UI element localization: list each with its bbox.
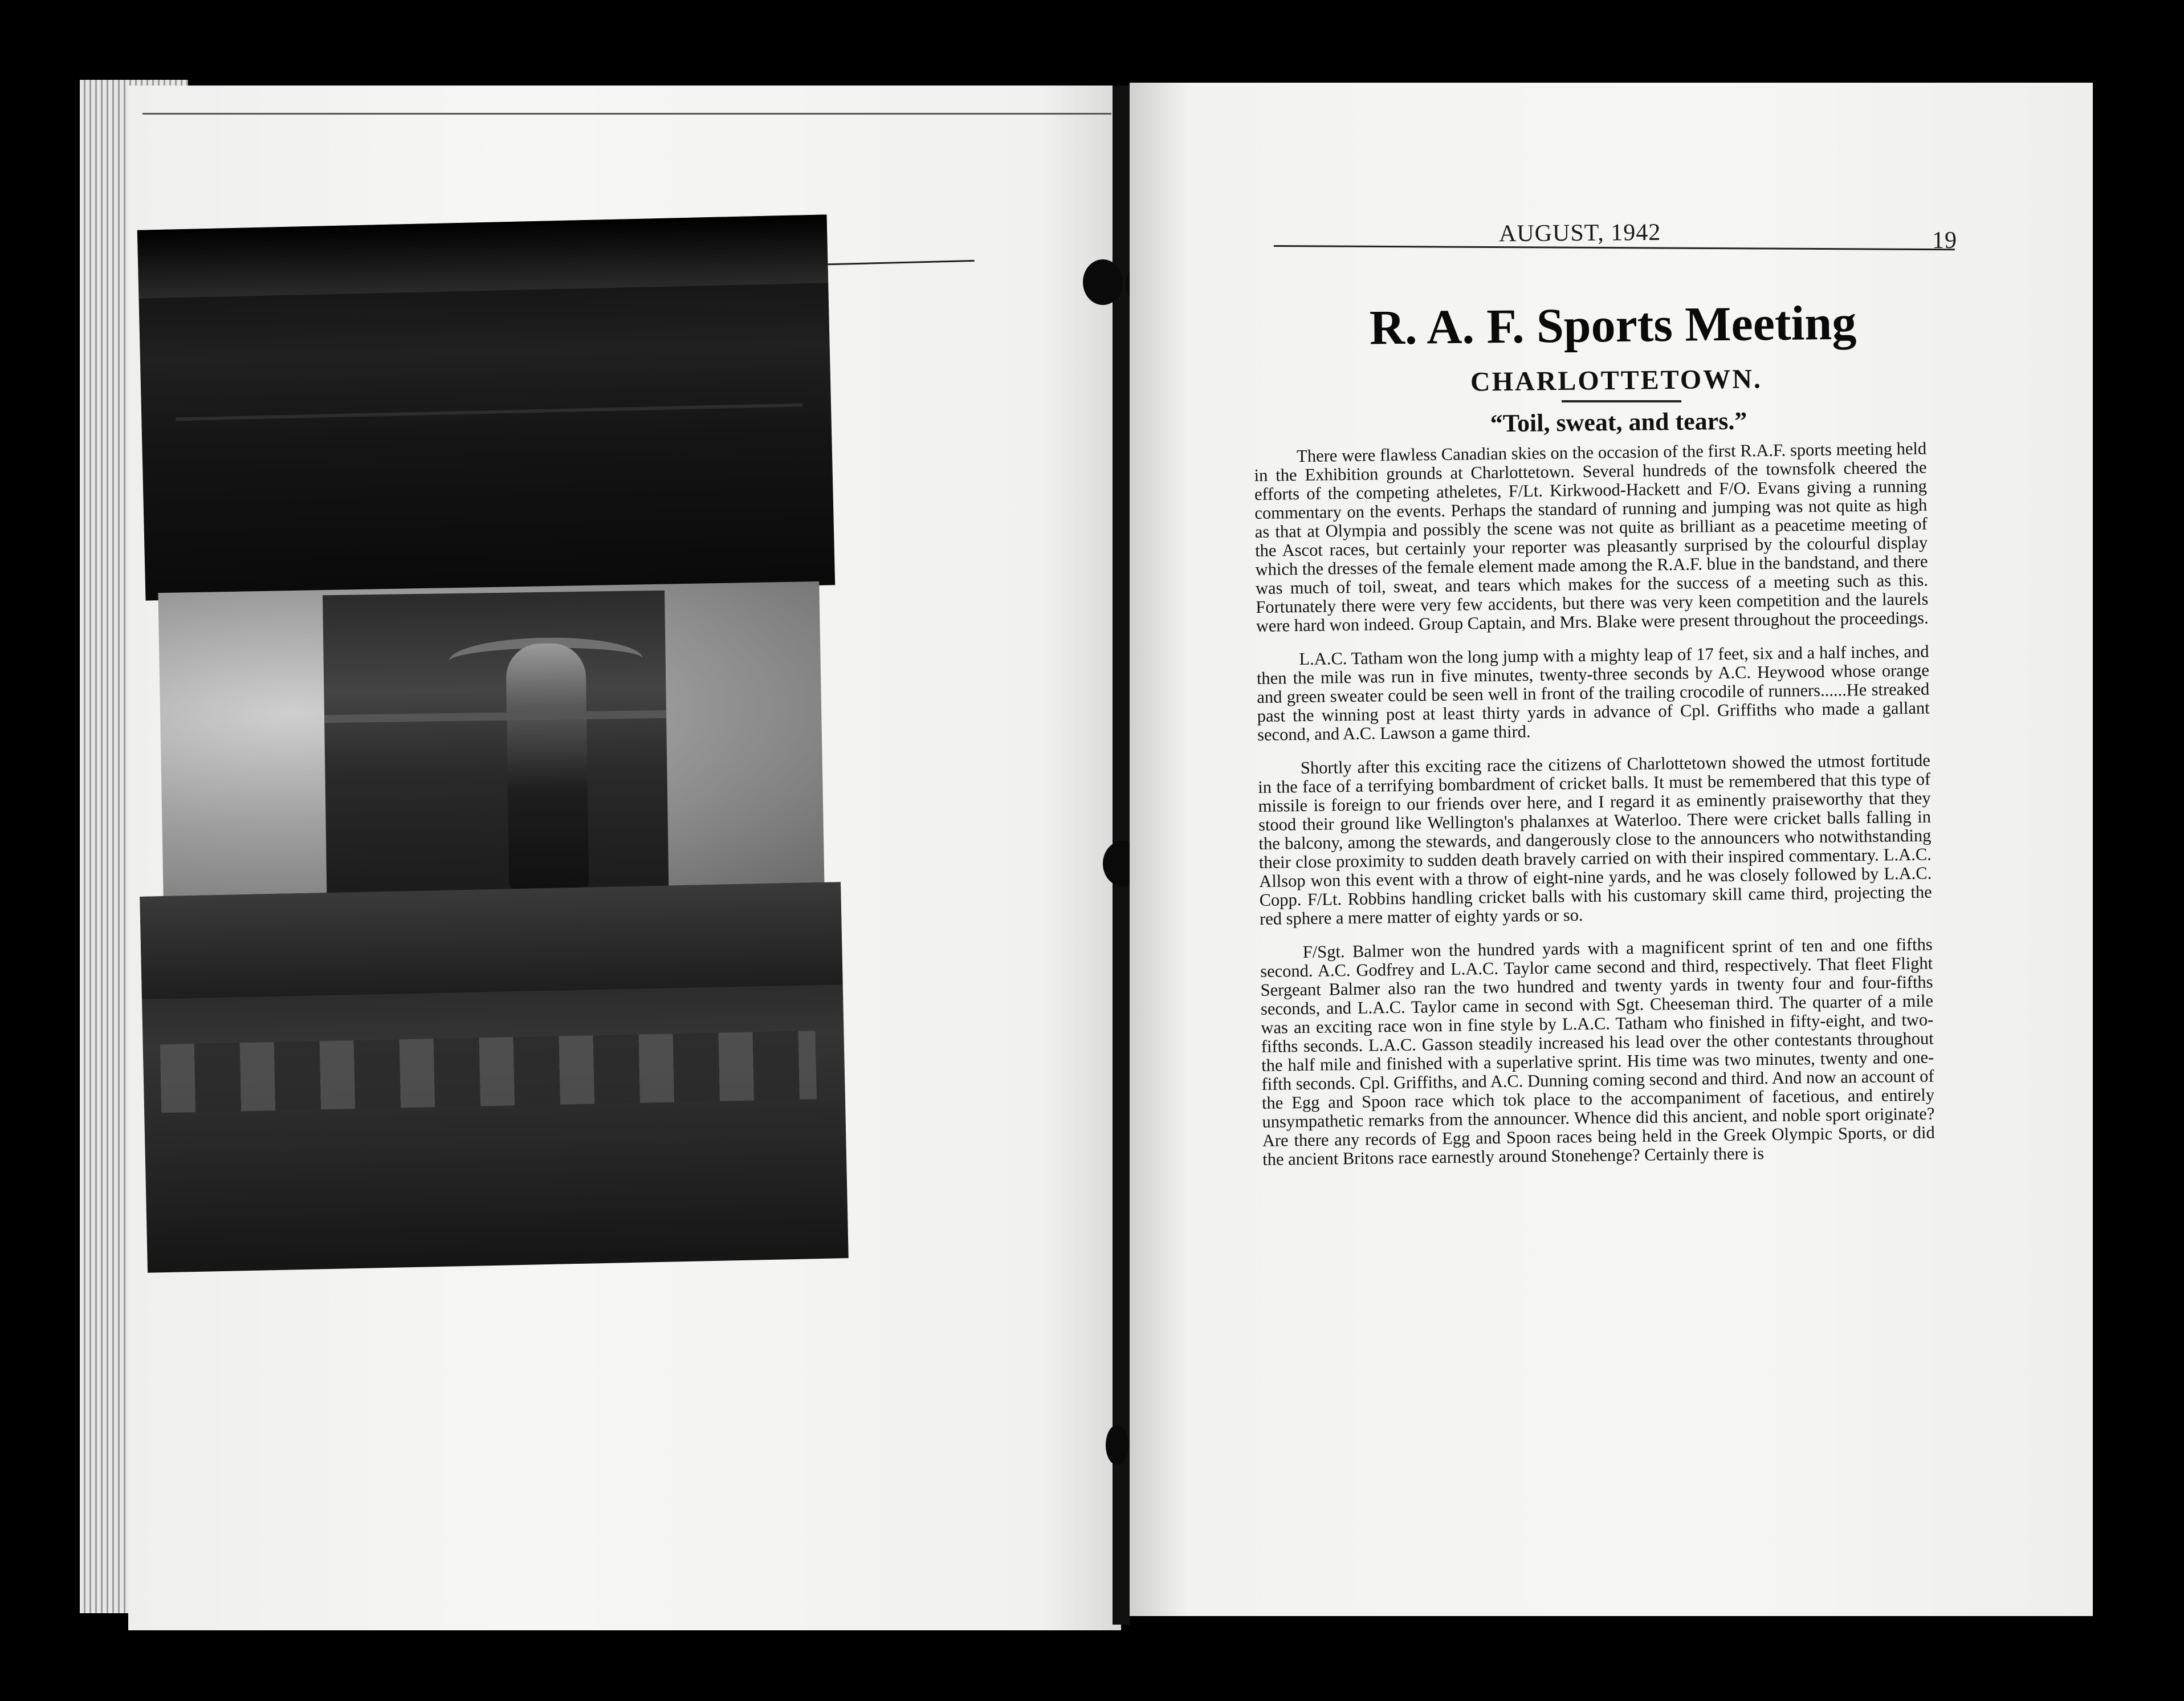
right-page-number: 19 <box>1932 227 1957 254</box>
runner-figure <box>506 643 589 889</box>
subtitle-rule <box>1562 400 1681 402</box>
left-top-rule <box>142 113 1111 115</box>
article-subtitle: CHARLOTTETOWN. <box>1470 364 1763 397</box>
article-title: R. A. F. Sports Meeting <box>1369 295 1857 355</box>
right-running-head: AUGUST, 1942 <box>1498 219 1661 247</box>
photo-runner-finish-line <box>323 591 669 920</box>
photo-race-start <box>140 882 849 1273</box>
article-body <box>1254 440 1936 1184</box>
article-paragraph-3: Shortly after this exciting race the citizens of Charlottetown showed the utmost fortitude in the face of a terrifying bombardment of cricket balls. It must be remembered that this type of missile is foreign to our friends over here, and I regard it as eminently praiseworthy that they stood their ground like Wellington's phalanxes at Waterloo. There were cricket balls falling in the balcony, among the stewards, and dangerously close to the announcers who notwithstanding their close proximity to sudden death bravely carried on with their inspired commentary. L.A.C. Allsop won this event with a throw of eight-nine yards, and he was closely followed by L.A.C. Copp. F/Lt. Robbins handling cricket balls with his customary skill came third, projecting the red sphere a mere matter of eighty yards or so. <box>1258 750 1932 929</box>
binding-hole-bottom <box>1106 1425 1128 1465</box>
article-paragraph-4: F/Sgt. Balmer won the hundred yards with a magnificent sprint of ten and one fifths second. A.C. Godfrey and L.A.C. Taylor came second and third, respectively. That fleet Flight Sergeant Balmer also ran the two hundred and twenty yards in twenty four and four-fifths seconds, and L.A.C. Taylor came in second with Sgt. Cheeseman third. The quarter of a mile was an exciting race won in fine style by L.A.C. Tatham who finished in fifty-eight, and two-fifths seconds. L.A.C. Gasson steadily increased his lead over the other contestants throughout the half mile and finished with a superlative sprint. His time was two minutes, twenty and one-fifth seconds. Cpl. Griffiths, and A.C. Dunning coming second and third. And now an account of the Egg and Spoon race which tok place to the accompaniment of facetious, and entirely unsympathetic remarks from the announcer. Whence did this ancient, and noble sport originate? Are there any records of Egg and Spoon races being held in the Greek Olympic Sports, or did the ancient Britons race earnestly around Stonehenge? Certainly there is <box>1260 934 1935 1169</box>
binding-hole-top <box>1083 259 1123 305</box>
article-paragraph-2: L.A.C. Tatham won the long jump with a mighty leap of 17 feet, six and a half inches, and then the mile was run in five minutes, twenty-three seconds by A.C. Heywood whose orange and green sweater could be seen well in front of the trailing crocodile of runners......He streaked past the winning post at least thirty yards in advance of Cpl. Griffiths who made a gallant second, and A.C. Lawson a game third. <box>1256 641 1930 744</box>
photo-grandstand-crowd <box>137 214 835 600</box>
article-quote: “Toil, sweat, and tears.” <box>1490 406 1747 438</box>
article-paragraph-1: There were flawless Canadian skies on the occasion of the first R.A.F. sports meeting held in the Exhibition grounds at Charlottetown. Several hundreds of the townsfolk cheered the efforts of the competing atheletes, F/Lt. Kirkwood-Hackett and F/O. Evans giving a running commentary on the events. Perhaps the standard of running and jumping was not quite as high as that at Olympia and possibly the scene was not quite as brilliant as a peacetime meeting of the Ascot races, but certainly your reporter was pleasantly surprised by the colourful display which the dresses of the female element made among the R.A.F. blue in the bandstand, and there was much of toil, sweat, and tears which makes for the success of a meeting such as this. Fortunately there were very few accidents, but there was very keen competition and the laurels were hard won indeed. Group Captain, and Mrs. Blake were present throughout the proceedings. <box>1254 438 1929 636</box>
